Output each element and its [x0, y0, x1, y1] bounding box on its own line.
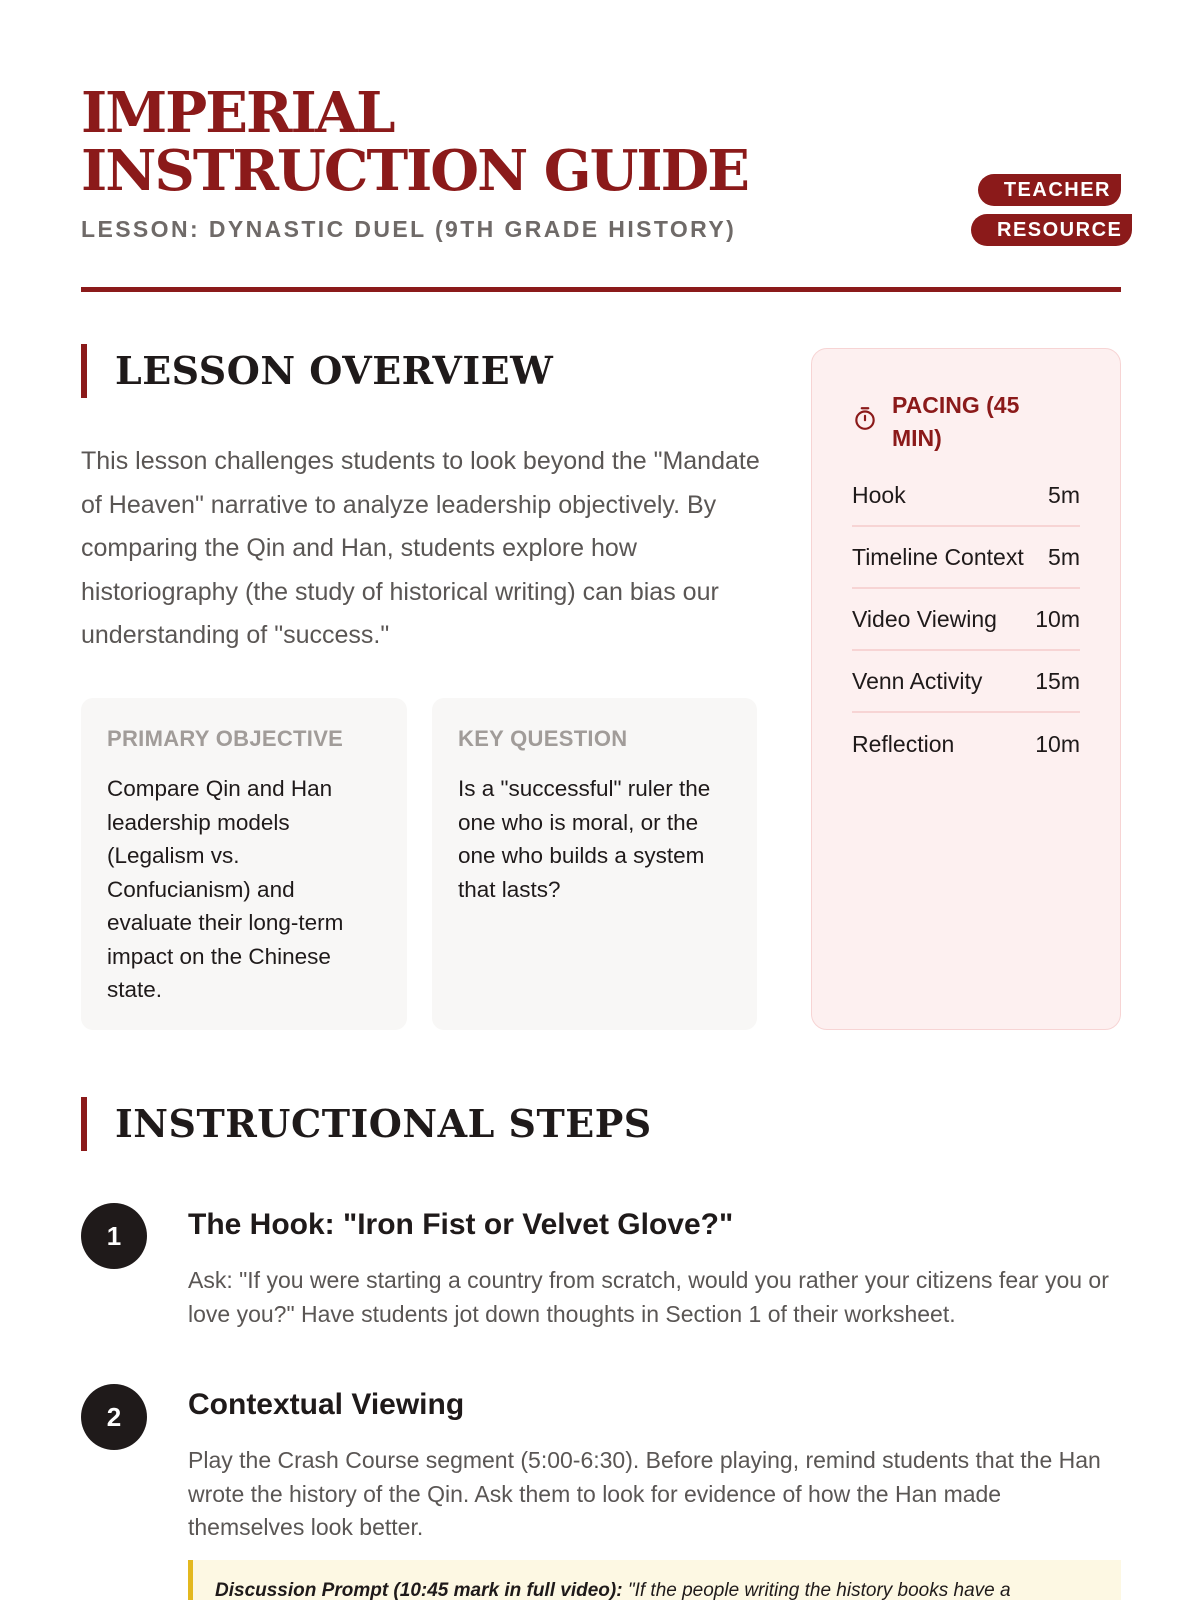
pacing-row: [852, 713, 1080, 775]
step-title: The Hook: "Iron Fist or Velvet Glove?": [188, 1208, 734, 1241]
pacing-panel: [811, 348, 1121, 1030]
header-divider: [81, 287, 1121, 292]
primary-objective-label: PRIMARY OBJECTIVE: [107, 726, 344, 751]
pacing-row: [852, 651, 1080, 713]
key-question-label: KEY QUESTION: [458, 726, 628, 751]
key-question-text: Is a "successful" ruler the one who is moral, or the one who builds a system that lasts?: [458, 776, 711, 902]
pacing-duration: 10m: [1035, 605, 1080, 632]
primary-objective-text: Compare Qin and Han leadership models (Legalism vs. Confucianism) and evaluate their long-term impact on the Chinese state.: [107, 776, 344, 1002]
step-number-badge: 2: [81, 1384, 147, 1450]
pacing-title: PACING (45 MIN): [892, 392, 1020, 451]
overview-paragraph: This lesson challenges students to look beyond the "Mandate of Heaven" narrative to analyze leadership objectively. By comparing the Qin and Han, students explore how historiography (the study of historical writing) can bias our understanding of "success.": [81, 447, 760, 649]
step-description: Ask: "If you were starting a country from scratch, would you rather your citizens fear you or love you?" Have students jot down thoughts in Section 1 of their worksheet.: [188, 1267, 1109, 1327]
pacing-duration: 5m: [1048, 481, 1080, 508]
teacher-resource-badge: [971, 170, 1121, 250]
stopwatch-icon: [852, 405, 878, 431]
badge-text: TEACHER RESOURCE: [971, 174, 1132, 246]
discussion-prompt-callout: [188, 1560, 1121, 1600]
pacing-row: [852, 465, 1080, 527]
pacing-activity: Video Viewing: [852, 605, 997, 632]
primary-objective-card: [81, 698, 407, 1030]
lesson-overview-heading: LESSON OVERVIEW: [81, 344, 553, 398]
pacing-activity: Timeline Context: [852, 543, 1024, 570]
step-title: Contextual Viewing: [188, 1388, 465, 1421]
pacing-row: [852, 589, 1080, 651]
lesson-subtitle: LESSON: DYNASTIC DUEL (9TH GRADE HISTORY): [81, 216, 737, 242]
discussion-prompt-label: Discussion Prompt (10:45 mark in full video):: [215, 1580, 623, 1600]
instructional-steps-heading: INSTRUCTIONAL STEPS: [81, 1097, 652, 1151]
pacing-activity: Venn Activity: [852, 667, 983, 694]
lesson-page: [81, 0, 1121, 1600]
step-description: Play the Crash Course segment (5:00-6:30). Before playing, remind students that the Han wrote the history of the Qin. Ask them to look for evidence of how the Han made themselves look better.: [188, 1447, 1101, 1540]
pacing-activity: Hook: [852, 481, 906, 508]
page-title: IMPERIAL INSTRUCTION GUIDE: [81, 80, 748, 204]
pacing-row: [852, 527, 1080, 589]
pacing-duration: 5m: [1048, 543, 1080, 570]
pacing-activity: Reflection: [852, 730, 955, 757]
key-question-card: [432, 698, 757, 1030]
discussion-prompt-text: "If the people writing the history books have a: [627, 1580, 1011, 1600]
step-number-badge: 1: [81, 1203, 147, 1269]
pacing-duration: 10m: [1035, 730, 1080, 757]
pacing-header: [852, 389, 1080, 455]
pacing-duration: 15m: [1035, 667, 1080, 694]
